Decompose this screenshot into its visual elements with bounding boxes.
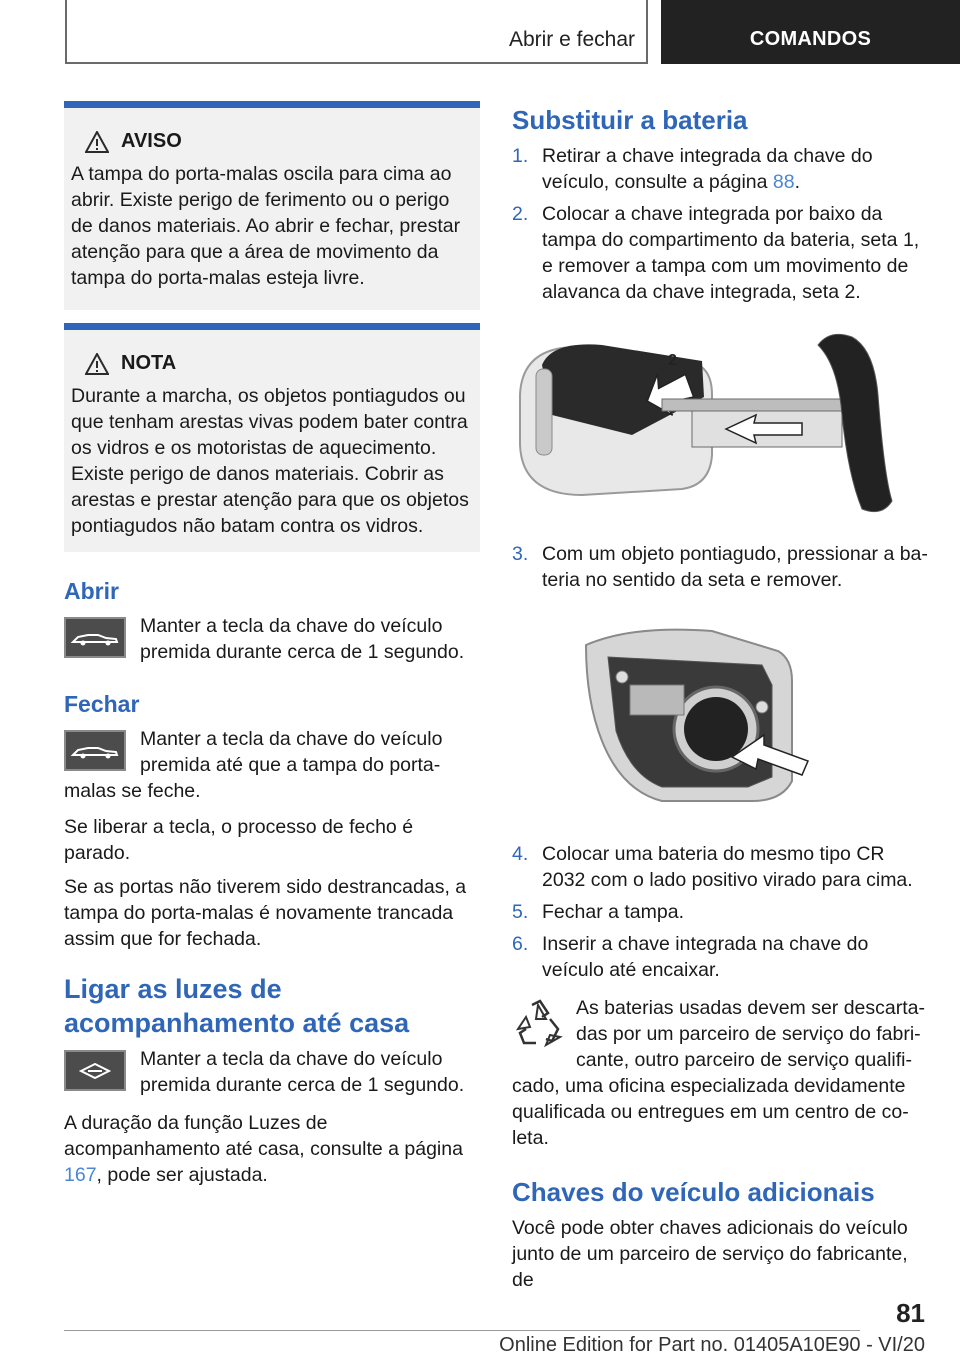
heading-additional-keys: Chaves do veículo adicionais — [512, 1177, 875, 1207]
note-title: NOTA — [121, 352, 177, 374]
recycle-icon — [512, 997, 568, 1053]
section-title: Abrir e fechar — [508, 28, 635, 51]
step-item: 6. Inserir a chave integrada na chave do veículo até encaixar. — [512, 933, 869, 981]
battery-removal-illustration — [512, 611, 928, 811]
trunk-button-icon — [64, 730, 126, 771]
open-text: Manter a tecla da chave do veículo premida durante cerca de 1 segundo. — [140, 615, 465, 663]
page-link-88[interactable]: 88 — [772, 171, 795, 193]
warning-title: AVISO — [121, 130, 182, 152]
step-item: 5. Fechar a tampa. — [512, 901, 684, 923]
right-column — [512, 101, 928, 1293]
key-battery-cover-illustration — [512, 325, 928, 525]
close-paragraph-2: Se as portas não tiverem sido destrancadas, a tampa do porta-malas é novamente trancada assim que for fechada. — [64, 876, 467, 950]
additional-keys-text: Você pode obter chaves adicionais do veículo junto de um parceiro de serviço do fabricante, de — [512, 1217, 908, 1291]
light-button-icon — [64, 1050, 126, 1091]
svg-text:2: 2 — [668, 352, 677, 369]
trunk-button-icon — [64, 617, 126, 658]
warning-box — [64, 101, 480, 310]
battery-steps — [512, 143, 928, 305]
close-text: Manter a tecla da chave do veículo premida até que a tampa do porta-malas se feche. — [64, 728, 443, 802]
heading-open: Abrir — [64, 578, 119, 604]
recycle-text: As baterias usadas devem ser descartadas por um parceiro de serviço do fabricante, outro parceiro de serviço qualificado, uma oficina especializada devidamente qualificada ou entregues em um centro de coleta. — [512, 997, 926, 1149]
page-link-167[interactable]: 167 — [64, 1164, 97, 1186]
step-item: 2. Colocar a chave integrada por baixo da tampa do compartimento da bateria, seta 1, e remover a tampa com um movimento de alavanca da chave integrada, seta 2. — [512, 203, 920, 303]
heading-close: Fechar — [64, 691, 140, 717]
note-text: Durante a marcha, os objetos pontiagudos ou que tenham arestas vivas podem bater contra os vidros e os motoristas de aquecimento. Existe perigo de danos materiais. Cobrir as arestas e prestar atenção para que os objetos pontiagudos não batam contra os vidros. — [71, 385, 469, 537]
warning-triangle-icon — [85, 131, 109, 153]
pathway-text: Manter a tecla da chave do veículo premida durante cerca de 1 segundo. — [140, 1048, 465, 1096]
chapter-tab: COMANDOS — [661, 0, 960, 64]
footer-divider — [64, 1330, 860, 1331]
step-item: 4. Colocar uma bateria do mesmo tipo CR 2032 com o lado positivo virado para cima. — [512, 843, 913, 891]
left-column — [64, 101, 480, 1188]
warning-text: A tampa do porta-malas oscila para cima ao abrir. Existe perigo de ferimento ou o perigo de danos materiais. Ao abrir e fechar, prestar atenção para que a área de movimento da tampa do porta-malas esteja livre. — [71, 163, 461, 289]
edition-text: Online Edition for Part no. 01405A10E90 - VI/20 — [499, 1334, 925, 1356]
note-box — [64, 323, 480, 552]
page-number: 81 — [896, 1298, 925, 1328]
step-item: 1. Retirar a chave integrada da chave do veículo, consulte a página 88. — [512, 145, 873, 193]
step-item: 3. Com um objeto pontiagudo, pressionar a bateria no sentido da seta e remover. — [512, 543, 928, 591]
heading-pathway-lighting: Ligar as luzes de acompanhamento até casa — [64, 974, 410, 1038]
warning-triangle-icon — [85, 353, 109, 375]
pathway-paragraph: A duração da função Luzes de acompanhamento até casa, consulte a página 167, pode ser ajustada. — [64, 1112, 463, 1186]
heading-replace-battery: Substituir a bateria — [512, 105, 748, 135]
close-paragraph-1: Se liberar a tecla, o processo de fecho é parado. — [64, 816, 414, 864]
